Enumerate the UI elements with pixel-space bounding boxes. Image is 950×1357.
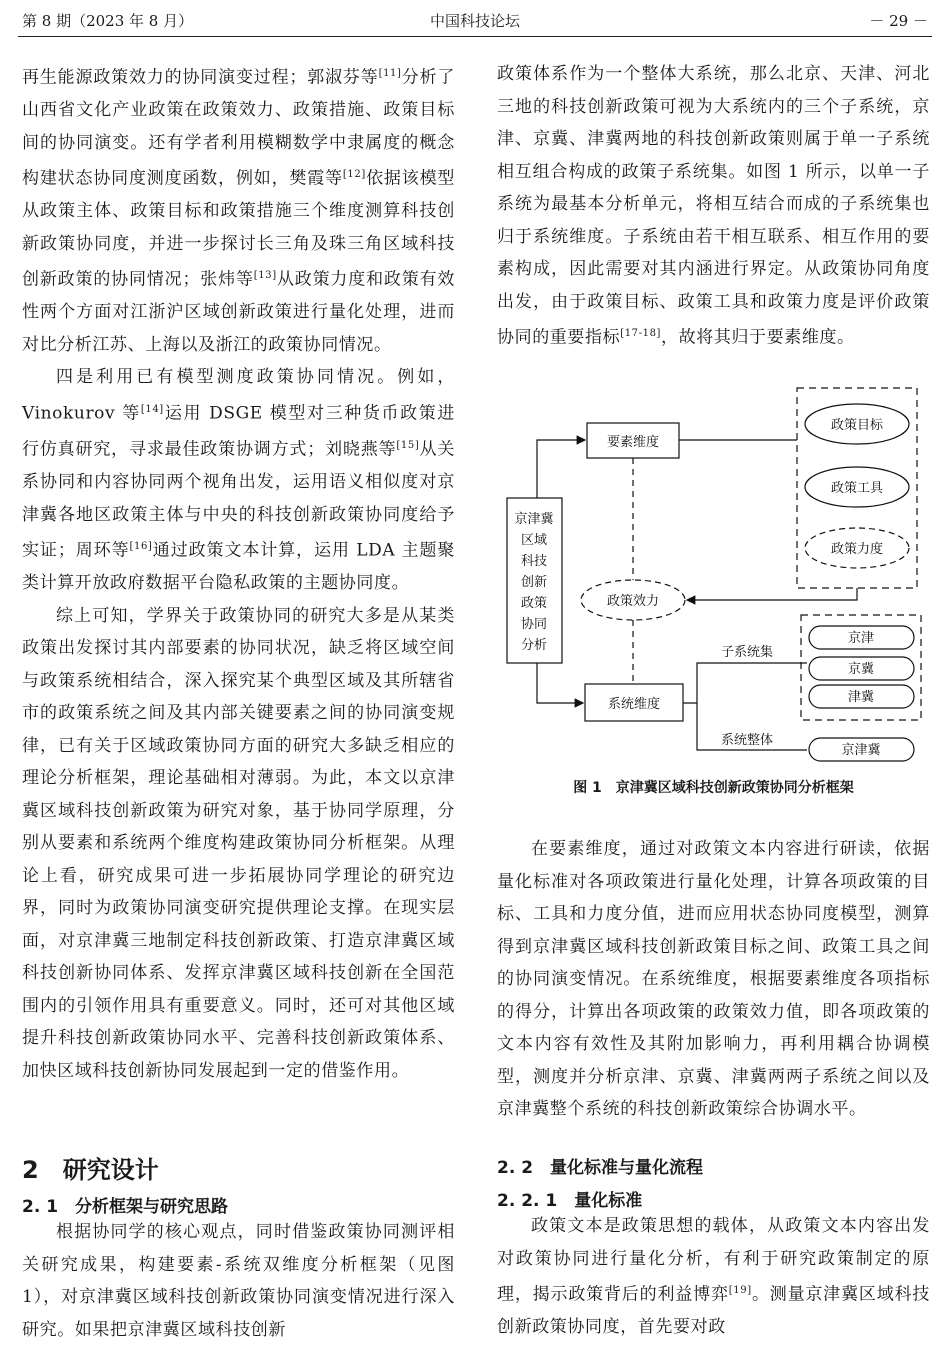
analysis-box-line: 分析 [520, 638, 548, 653]
subsubsection-heading-2-2-1: 2. 2. 1 量化标准 [497, 1191, 643, 1211]
analysis-box-line: 科技 [520, 554, 548, 569]
page-number: － 29 － [869, 12, 928, 30]
right-column-bottom [497, 1210, 930, 1344]
framework-diagram [497, 380, 930, 780]
right-paragraph-1: 政策体系作为一个整体大系统，那么北京、天津、河北三地的科技创新政策可视为大系统内的三个子系统，京津、京冀、津冀两地的科技创新政策则属于单一子系统相互组合构成的政策子系统集。如图 1 所示，以单一子系统为最基本分析单元，将相互结合而成的子系统集也归于系统维度。子系统由若干相互联系、相互作用的要素构成，因此需要对其内涵进行界定。从政策协同角度出发，由于政策目标、政策工具和政策力度是评价政策协同的重要指标[17-18]，故将其归于要素维度。 [497, 64, 930, 348]
jinji-label: 津冀 [847, 690, 875, 705]
left-tail [22, 1216, 455, 1346]
right-column-mid [497, 833, 930, 1126]
page-header [0, 0, 950, 34]
left-column [22, 58, 455, 1087]
figure-caption: 图 1 京津冀区域科技创新政策协同分析框架 [573, 780, 854, 796]
analysis-box-line: 政策 [520, 596, 548, 611]
left-paragraph-4: 根据协同学的核心观点，同时借鉴政策协同测评相关研究成果，构建要素-系统双维度分析框架（见图 1），对京津冀区域科技创新政策协同演变情况进行深入研究。如果把京津冀区域科技创新 [22, 1222, 455, 1340]
arrow-to-effect [687, 588, 857, 600]
subsection-heading-2-1: 2. 1 分析框架与研究思路 [22, 1197, 229, 1217]
left-paragraph-2: 四是利用已有模型测度政策协同情况。例如，Vinokurov 等[14]运用 DSGE 模型对三种货币政策进行仿真研究，寻求最佳政策协调方式；刘晓燕等[15]从关系协同和内容协同两个视角出发，运用语义相似度对京津冀各地区政策主体与中央的科技创新政策协同度给予实证；周环等[16]通过政策文本计算，运用 LDA 主题聚类计算开放政府数据平台隐私政策的主题协同度。 [22, 367, 456, 594]
analysis-box-line: 区域 [520, 533, 548, 548]
analysis-box-line: 创新 [520, 575, 548, 590]
right-paragraph-2: 在要素维度，通过对政策文本内容进行研读，依据量化标准对各项政策进行量化处理，计算各项政策的目标、工具和力度分值，进而应用状态协同度模型，测算得到京津冀区域科技创新政策目标之间、政策工具之间的协同演变情况。在系统维度，根据要素维度各项指标的得分，计算出各项政策的政策效力值，即各项政策的文本内容有效性及其附加影响力，再利用耦合协调模型，测度并分析京津、京冀、津冀两两子系统之间以及京津冀整个系统的科技创新政策综合协调水平。 [497, 839, 930, 1119]
journal-title: 中国科技论坛 [429, 12, 520, 30]
subsection-heading-2-2: 2. 2 量化标准与量化流程 [497, 1158, 704, 1178]
system-dimension-label: 系统维度 [607, 697, 661, 712]
subsystem-set-label: 子系统集 [720, 645, 774, 660]
policy-effect-label: 政策效力 [606, 594, 660, 609]
section-heading: 2 研究设计 [22, 1156, 159, 1184]
analysis-box-line: 协同 [520, 617, 548, 632]
subsystem-branch [683, 663, 807, 703]
arrow-to-element [537, 440, 585, 498]
arrow-to-system [537, 663, 583, 703]
analysis-box-line: 京津冀 [514, 512, 554, 527]
header-rule [18, 36, 932, 37]
policy-goal-label: 政策目标 [830, 418, 884, 433]
policy-strength-label: 政策力度 [830, 542, 884, 557]
right-paragraph-3: 政策文本是政策思想的载体，从政策文本内容出发对政策协同进行量化分析，有利于研究政策制定的原理，揭示政策背后的利益博弈[19]。测量京津冀区域科技创新政策协同度，首先要对政 [497, 1216, 931, 1338]
left-paragraph-3: 综上可知，学界关于政策协同的研究大多是从某类政策出发探讨其内部要素的协同状况，缺乏将区域空间与政策系统相结合，深入探究某个典型区域及其所辖省市的政策系统之间及其内部关键要素之间的协同演变规律，已有关于区域政策协同方面的研究大多缺乏相应的理论分析框架，理论基础相对薄弱。为此，本文以京津冀区域科技创新政策为研究对象，基于协同学原理，分别从要素和系统两个维度构建政策协同分析框架。从理论上看，研究成果可进一步拓展协同学理论的研究边界，同时为政策协同演变研究提供理论支撑。在现实层面，对京津冀三地制定科技创新政策、打造京津冀区域科技创新协同体系、发挥京津冀区域科技创新在全国范围内的引领作用具有重要意义。同时，还可对其他区域提升科技创新政策协同水平、完善科技创新政策体系、加快区域科技创新协同发展起到一定的借鉴作用。 [22, 605, 455, 1081]
system-whole-label: 系统整体 [720, 733, 774, 748]
issue-label: 第 8 期（2023 年 8 月） [22, 12, 194, 30]
element-dimension-label: 要素维度 [606, 435, 660, 450]
policy-tool-label: 政策工具 [830, 481, 884, 496]
left-paragraph-1: 再生能源政策效力的协同演变过程；郭淑芬等[11]分析了山西省文化产业政策在政策效力、政策措施、政策目标间的协同演变。还有学者利用模糊数学中隶属度的概念构建状态协同度测度函数，例如，樊霞等[12]依据该模型从政策主体、政策目标和政策措施三个维度测算科技创新政策协同度，并进一步探讨长三角及珠三角区域科技创新政策的协同情况；张炜等[13]从政策力度和政策有效性两个方面对江浙沪区域创新政策进行量化处理，进而对比分析江苏、上海以及浙江的政策协同情况。 [22, 67, 456, 355]
jingjinji-label: 京津冀 [841, 743, 881, 758]
jingjin-label: 京津 [847, 631, 875, 646]
right-column-top [497, 58, 930, 354]
figure-1 [497, 380, 930, 800]
jingji-label: 京冀 [847, 662, 875, 677]
